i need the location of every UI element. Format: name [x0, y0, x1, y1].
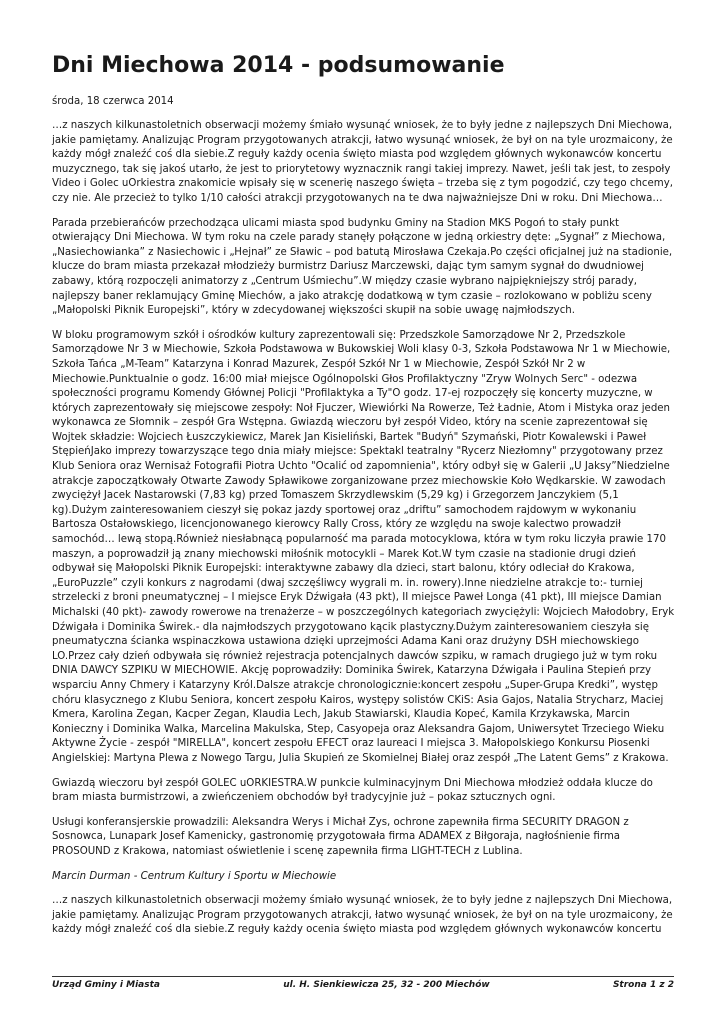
document-page [52, 52, 676, 948]
paragraph-parade: Parada przebierańców przechodząca ulicami miasta spod budynku Gminy na Stadion MKS Pogoń to stały punkt otwierający Dni Miechowa. W tym roku na czele parady stanęły połączone w jedną orkiestry dęte: „Sygnał” z Miechowa, „Nasiechowianka” z Nasiechowic i „Hejnał” ze Sławic – pod batutą Mirosława Czekaja.Po części oficjalnej już na stadionie, klucze do bram miasta przekazał młodzieży burmistrz Dariusz Marczewski, dając tym samym sygnał do dwudniowej zabawy, którą rozpoczęli animatorzy z „Centrum Uśmiechu”.W między czasie wybrano najpiękniejszy strój parady, najlepszy baner reklamujący Gminę Miechów, a jako atrakcję dodatkową w tym czasie – rozlokowano w pobliżu sceny „Małopolski Piknik Europejski”, który w zdecydowanej większości skupił na sobie uwagę najmłodszych. [52, 217, 673, 317]
publish-date: środa, 18 czerwca 2014 [52, 96, 174, 107]
article-body [52, 119, 676, 938]
paragraph-headliner: Gwiazdą wieczoru był zespół GOLEC uORKIESTRA.W punkcie kulminacyjnym Dni Miechowa młodzież oddała klucze do bram miasta burmistrzowi, a zwieńczeniem obchodów był tradycyjnie już – pokaz sztucznych ogni. [52, 777, 653, 804]
footer-page-number: Strona 1 z 2 [612, 980, 674, 990]
paragraph-repeat: …z naszych kilkunastoletnich obserwacji możemy śmiało wysunąć wniosek, że to były jedne z najlepszych Dni Miechowa, jakie pamiętamy. Analizując Program przygotowanych atrakcji, łatwo wysunąć wniosek, że był on na tyle urozmaicony, że każdy mógł znaleźć coś dla siebie.Z reguły każdy ocenia święto miasta pod względem głównych wykonawców koncertu [52, 895, 673, 936]
footer-office: Urząd Gminy i Miasta [52, 980, 160, 990]
paragraph-intro: …z naszych kilkunastoletnich obserwacji możemy śmiało wysunąć wniosek, że to były jedne z najlepszych Dni Miechowa, jakie pamiętamy. Analizując Program przygotowanych atrakcji, łatwo wysunąć wniosek, że był on na tyle urozmaicony, że każdy mógł znaleźć coś dla siebie.Z reguły każdy ocenia święto miasta pod względem głównych wykonawców koncertu muzycznego, tak się jakoś utarło, że jest to priorytetowy wyznacznik rangi takiej imprezy. Nawet, jeśli tak jest, to zespoły Video i Golec uOrkiestra znakomicie wpisały się w scenerię naszego święta – trzeba się z tym pogodzić, czy tego chcemy, czy nie. Ale przecież to tylko 1/10 całości atrakcji przygotowanych na te dwa najważniejsze Dni w roku. Dni Miechowa… [52, 120, 673, 204]
footer-address: ul. H. Sienkiewicza 25, 32 - 200 Miechów [283, 980, 490, 990]
page-footer [52, 976, 674, 990]
paragraph-services: Usługi konferansjerskie prowadzili: Aleksandra Werys i Michał Zys, ochrone zapewniła firma SECURITY DRAGON z Sosnowca, Lunapark Josef Kamenicky, gastronomię przygotowała firma ADAMEX z Biłgoraja, nagłośnienie firma PROSOUND z Krakowa, natomiast oświetlenie i scenę zapewniła firma LIGHT-TECH z Lublina. [52, 816, 629, 857]
page-title: Dni Miechowa 2014 - podsumowanie [52, 53, 505, 78]
author-signature: Marcin Durman - Centrum Kultury i Sportu w Miechowie [52, 870, 337, 882]
paragraph-program: W bloku programowym szkół i ośrodków kultury zaprezentowali się: Przedszkole Samorządowe Nr 2, Przedszkole Samorządowe Nr 3 w Miechowie, Szkoła Podstawowa w Bukowskiej Woli klasy 0-3, Szkoła Podstawowa Nr 1 w Miechowie, Szkoła Tańca „M-Team” Katarzyna i Konrad Mazurek, Zespół Szkół Nr 1 w Miechowie, Zespół Szkół Nr 2 w Miechowie.Punktualnie o godz. 16:00 miał miejsce Ogólnopolski Głos Profilaktyczny "Zryw Wolnych Serc" - odezwa społeczności programu Komendy Głównej Policji "Profilaktyka a Ty"O godz. 17-ej rozpoczęły się koncerty muzyczne, w których zaprezentowały się miejscowe zespoły: Noł Fjuczer, Wiewiórki Na Rowerze, Też Ładnie, Atom i Mistyka oraz jeden wykonawca ze Słomnik – zespół Gra Wstępna. Gwiazdą wieczoru był zespół Video, który na scenie zaprezentował się Wojtek składzie: Wojciech Łuszczykiewicz, Marek Jan Kisieliński, Bartek "Budyń" Szymański, Piotr Kowalewski i Paweł StępieńJako imprezy towarzyszące tego dnia miały miejsce: Spektakl teatralny "Rycerz Niezłomny" przygotowany przez Klub Seniora oraz Wernisaż Fotografii Piotra Uchto "Ocalić od zapomnienia", który odbył się w Galerii „U Jaksy”Niedzielne atrakcje zapoczątkowały Otwarte Zawody Spławikowe zorganizowane przez miechowskie Koło Wędkarskie. W zawodach zwyciężył Jacek Nastarowski (7,83 kg) przed Tomaszem Skrzydlewskim (5,29 kg) i Grzegorzem Janczykiem (5,1 kg).Dużym zainteresowaniem cieszył się pokaz jazdy sportowej oraz „driftu” samochodem rajdowym w wykonaniu Bartosza Ostałowskiego, licencjonowanego kierowcy Rally Cross, który ze względu na swoje kalectwo prowadził samochód… lewą stopą.Również niesłabnącą popularność ma parada motocyklowa, która w tym roku liczyła prawie 170 maszyn, a poprowadził ją znany miechowski miłośnik motocykli – Marek Kot.W tym czasie na stadionie drugi dzień odbywał się Małopolski Piknik Europejski: interaktywne zabawy dla dzieci, start balonu, który odleciał do Krakowa, „EuroPuzzle” czyli konkurs z nagrodami (dwaj szczęśliwcy wygrali m. in. rowery).Inne niedzielne atrakcje to:- turniej strzelecki z broni pneumatycznej – I miejsce Eryk Dźwigała (43 pkt), II miejsce Paweł Longa (41 pkt), III miejsce Damian Michalski (40 pkt)- zawody rowerowe na trenażerze – w poszczególnych kategoriach zwyciężyli: Wojciech Małodobry, Eryk Dźwigała i Dominika Świrek.- dla najmłodszych przygotowano kącik plastyczny.Dużym zainteresowaniem cieszyła się pneumatyczna ścianka wspinaczkowa ustawiona dzięki uprzejmości Adama Kani oraz drużyny DSH miechowskiego LO.Przez cały dzień odbywała się również rejestracja potencjalnych dawców szpiku, w ramach drugiego już w tym roku DNIA DAWCY SZPIKU W MIECHOWIE. Akcję poprowadziły: Dominika Świrek, Katarzyna Dźwigała i Paulina Stepień przy wsparciu Anny Chmery i Katarzyny Król.Dalsze atrakcje chronologicznie:koncert zespołu „Super-Grupa Kredki”, występ chóru klasycznego z Klubu Seniora, koncert zespołu Kairos, występy solistów CKiS: Asia Gajos, Natalia Strycharz, Maciej Kmera, Karolina Zegan, Kacper Zegan, Klaudia Lech, Jakub Stawiarski, Klaudia Kopeć, Kamila Krzykawska, Marcin Konieczny i Dominika Walka, Marcelina Makulska, Step, Casyopeja oraz Aleksandra Gajom, Uniwersytet Trzeciego Wieku Aktywne Życie - zespół "MIRELLA", koncert zespołu EFECT oraz laureaci I miejsca 3. Małopolskiego Konkursu Piosenki Angielskiej: Martyna Plewa z Nowego Targu, Julia Skupień ze Skomielnej Białej oraz zespół „The Latent Gems” z Krakowa. [52, 329, 675, 764]
